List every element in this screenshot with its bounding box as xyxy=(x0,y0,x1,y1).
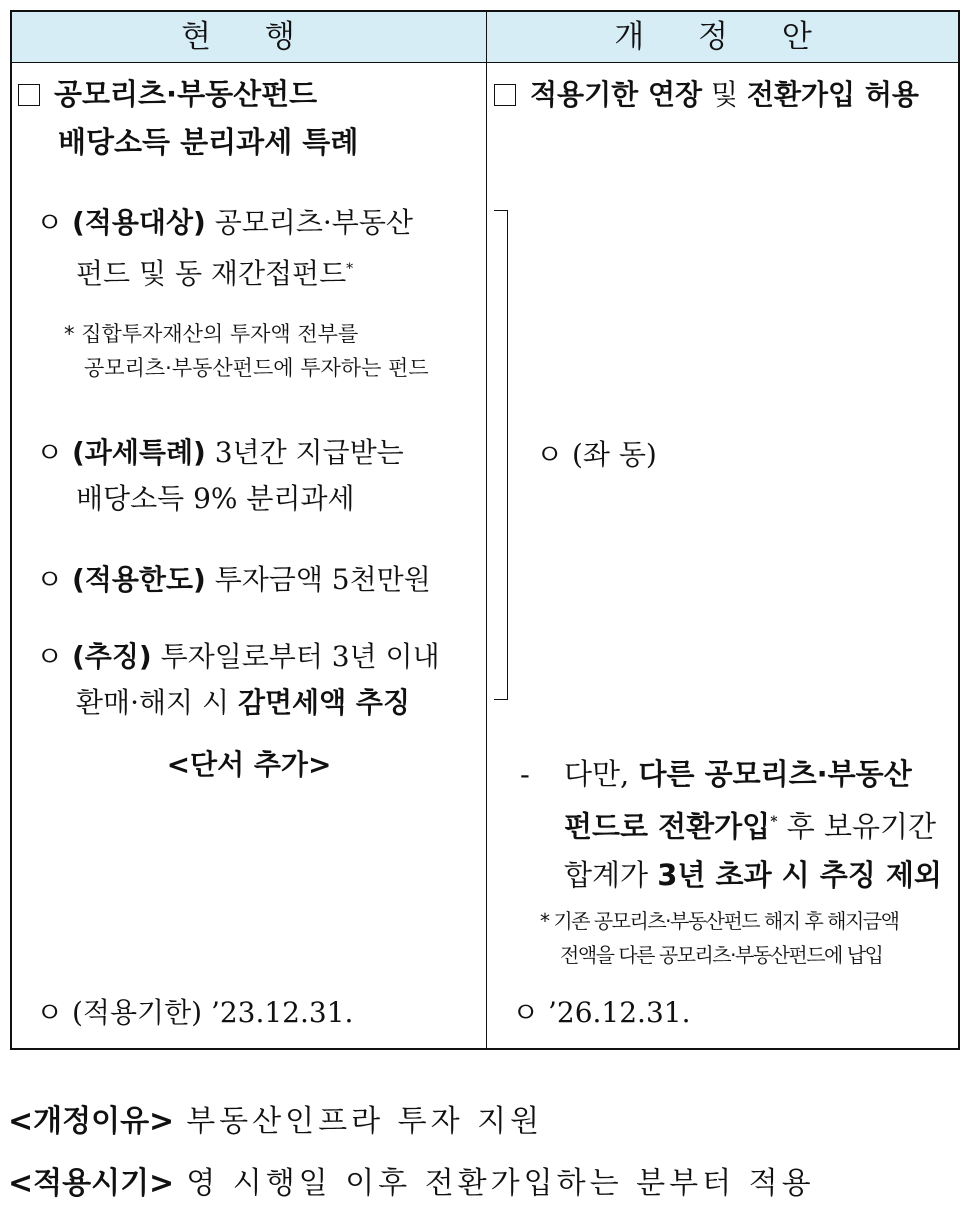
header-current: 현 행 xyxy=(181,19,317,55)
bullet-circle-icon: ㅇ xyxy=(36,206,64,239)
revision-reason-label: <개정이유> xyxy=(8,1104,175,1139)
effective-date-label: <적용시기> xyxy=(8,1166,175,1201)
left-item-tax: ㅇ (과세특례) 3년간 지급받는 배당소득 9% 분리과세 xyxy=(36,430,482,522)
bullet-circle-icon: ㅇ xyxy=(36,436,64,469)
checkbox-square-icon xyxy=(494,84,516,106)
bullet-circle-icon: ㅇ xyxy=(36,996,64,1029)
bullet-circle-icon: ㅇ xyxy=(36,640,64,673)
column-divider xyxy=(486,12,487,1048)
bullet-circle-icon: ㅇ xyxy=(536,438,564,471)
left-proviso: <단서 추가> xyxy=(166,748,332,781)
left-item-recapture: ㅇ (추징) 투자일로부터 3년 이내 환매·해지 시 감면세액 추징 xyxy=(36,634,482,726)
bullet-circle-icon: ㅇ xyxy=(512,996,540,1029)
effective-date-text: 영 시행일 이후 전환가입하는 분부터 적용 xyxy=(186,1166,815,1201)
table-header-row xyxy=(12,12,958,63)
right-same-as-left: ㅇ (좌 동) xyxy=(536,432,956,478)
effective-date xyxy=(8,1164,815,1204)
right-section-title: 적용기한 연장 및 전환가입 허용 xyxy=(494,72,956,118)
checkbox-square-icon xyxy=(18,84,40,106)
left-section-title: 공모리츠·부동산펀드 배당소득 분리과세 특례 xyxy=(18,70,482,166)
left-note: * 집합투자재산의 투자액 전부를 공모리츠·부동산펀드에 투자하는 펀드 xyxy=(64,322,429,380)
group-bracket xyxy=(494,210,508,700)
left-item-limit: ㅇ (적용한도) 투자금액 5천만원 xyxy=(36,557,482,603)
right-deadline: ㅇ ’26.12.31. xyxy=(512,990,952,1036)
bullet-circle-icon: ㅇ xyxy=(36,563,64,596)
revision-reason-text: 부동산인프라 투자 지원 xyxy=(186,1104,544,1139)
left-item-target: ㅇ (적용대상) 공모리츠·부동산 펀드 및 동 재간접펀드* xyxy=(36,200,482,297)
comparison-table xyxy=(10,10,960,1050)
right-note: * 기존 공모리츠·부동산펀드 해지 후 해지금액 전액을 다른 공모리츠·부동산펀드에 납입 xyxy=(540,909,899,967)
right-detail: 다만, 다른 공모리츠·부동산 펀드로 전환가입* 후 보유기간 합계가 3년 초과 시 추징 제외 xyxy=(564,757,942,892)
right-dash: - xyxy=(520,757,530,791)
header-revised: 개 정 안 xyxy=(614,19,834,55)
left-deadline: ㅇ (적용기한) ’23.12.31. xyxy=(36,990,482,1036)
revision-reason xyxy=(8,1102,543,1142)
